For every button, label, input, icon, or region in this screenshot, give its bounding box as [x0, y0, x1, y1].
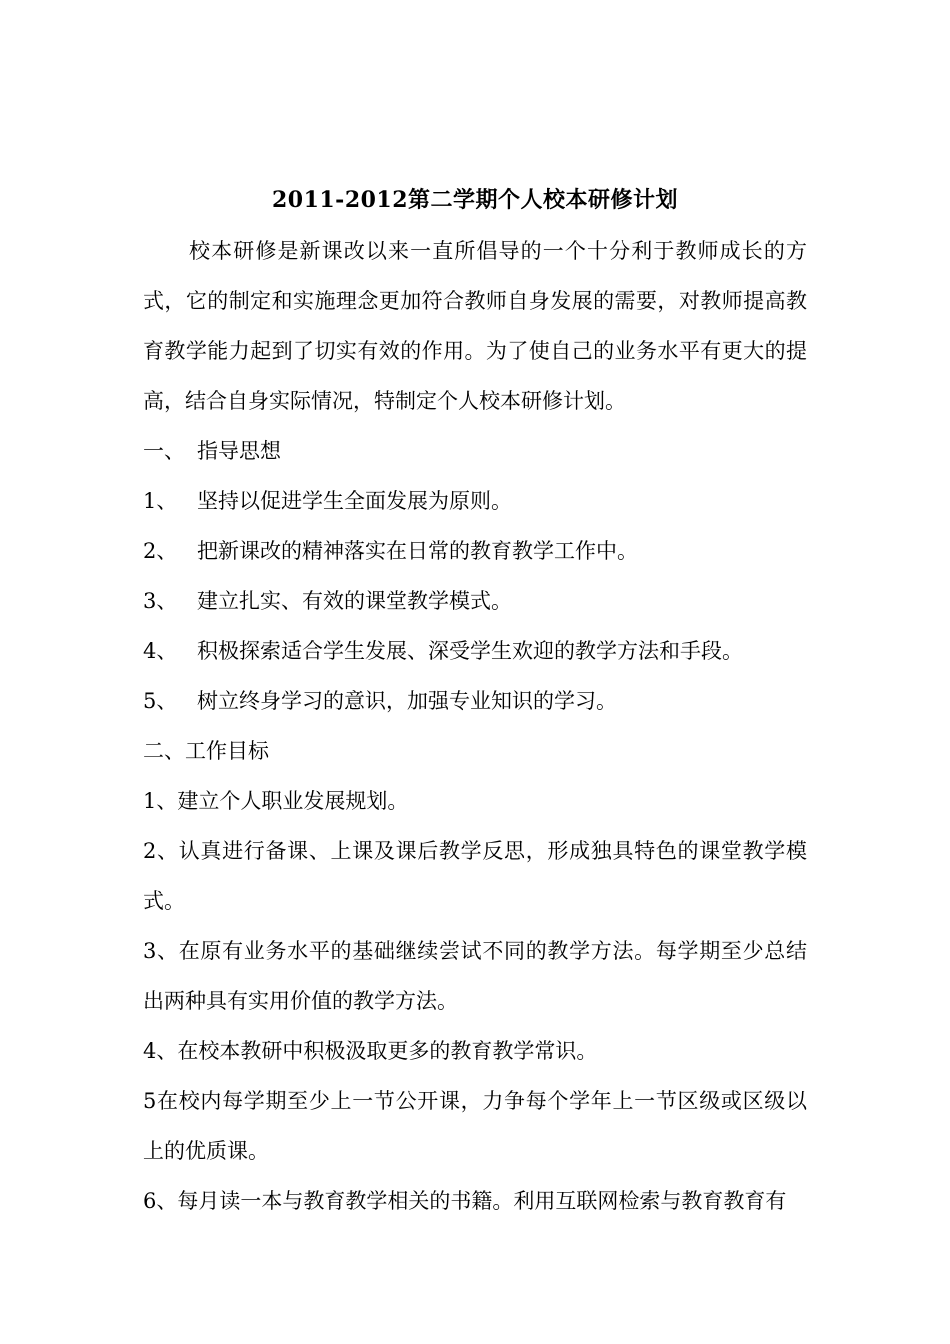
goal-item: 1、建立个人职业发展规划。 — [143, 789, 409, 813]
goal-item: 5在校内每学期至少上一节公开课，力争每个学年上一节区级或区级以上的优质课。 — [143, 1089, 807, 1163]
list-item — [143, 576, 807, 626]
document-body — [143, 226, 807, 1226]
list-item-text: 建立扎实、有效的课堂教学模式。 — [197, 589, 512, 613]
list-item — [143, 526, 807, 576]
goal-item: 2、认真进行备课、上课及课后教学反思，形成独具特色的课堂教学模式。 — [143, 839, 807, 913]
list-item-number: 2、 — [143, 539, 178, 563]
section-heading-guiding-thought — [143, 426, 807, 476]
list-item — [143, 626, 807, 676]
list-item-text: 积极探索适合学生发展、深受学生欢迎的教学方法和手段。 — [197, 639, 743, 663]
document-title: 2011-2012第二学期个人校本研修计划 — [271, 187, 679, 213]
list-item-number: 5、 — [143, 689, 178, 713]
goal-item: 3、在原有业务水平的基础继续尝试不同的教学方法。每学期至少总结出两种具有实用价值的教学方法。 — [143, 939, 807, 1013]
goal-item: 6、每月读一本与教育教学相关的书籍。利用互联网检索与教育教育有 — [143, 1189, 787, 1213]
list-item — [143, 676, 807, 726]
list-item-number: 1、 — [143, 489, 178, 513]
section-heading-work-goals: 二、工作目标 — [143, 739, 269, 763]
list-item-text: 把新课改的精神落实在日常的教育教学工作中。 — [197, 539, 638, 563]
section-number: 一、 — [143, 439, 185, 463]
list-item — [143, 476, 807, 526]
goal-item: 4、在校本教研中积极汲取更多的教育教学常识。 — [143, 1039, 598, 1063]
section-heading-text: 指导思想 — [197, 439, 281, 463]
list-item-number: 4、 — [143, 639, 178, 663]
list-item-text: 树立终身学习的意识，加强专业知识的学习。 — [197, 689, 617, 713]
intro-paragraph: 校本研修是新课改以来一直所倡导的一个十分利于教师成长的方式，它的制定和实施理念更加符合教师自身发展的需要，对教师提高教育教学能力起到了切实有效的作用。为了使自己的业务水平有更大的提高，结合自身实际情况，特制定个人校本研修计划。 — [143, 239, 807, 413]
list-item-text: 坚持以促进学生全面发展为原则。 — [197, 489, 512, 513]
list-item-number: 3、 — [143, 589, 178, 613]
